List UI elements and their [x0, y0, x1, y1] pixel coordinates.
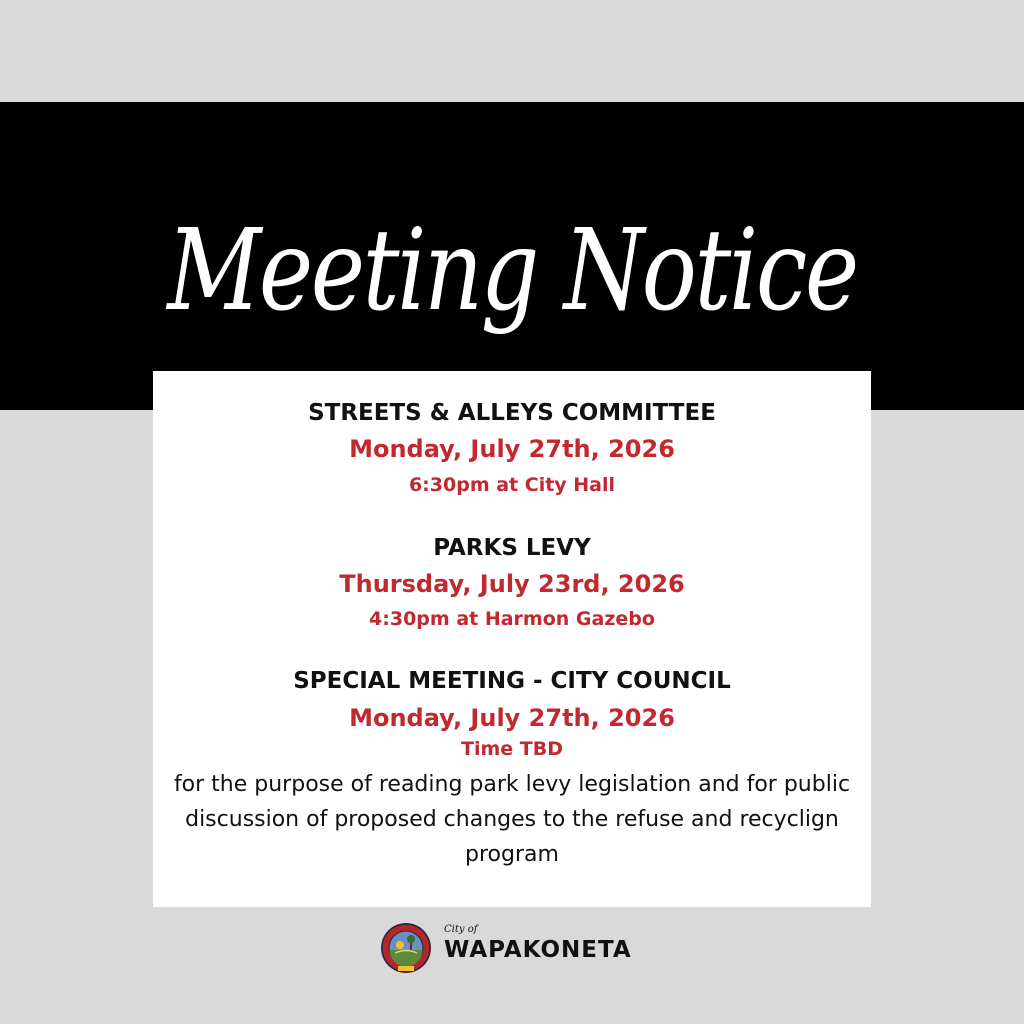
meeting-1-time: 6:30pm at City Hall: [408, 474, 616, 496]
meeting-3-time: Time TBD: [461, 738, 563, 760]
meeting-3-name: SPECIAL MEETING - CITY COUNCIL: [293, 668, 731, 694]
city-of-label: City of: [444, 924, 478, 935]
meeting-1-name: STREETS & ALLEYS COMMITTEE: [308, 400, 716, 426]
meeting-2-name: PARKS LEVY: [433, 535, 591, 561]
city-seal-icon: [380, 922, 432, 974]
meeting-3-date: Monday, July 27th, 2026: [349, 704, 675, 732]
meeting-2-date: Thursday, July 23rd, 2026: [339, 570, 685, 598]
notice-card: [153, 371, 871, 907]
meeting-2-time: 4:30pm at Harmon Gazebo: [369, 608, 655, 630]
city-name: WAPAKONETA: [444, 937, 632, 963]
meeting-3-description: for the purpose of reading park levy legislation and for public discussion of proposed changes to the refuse and recyclign program: [173, 772, 851, 867]
meeting-1-date: Monday, July 27th, 2026: [349, 435, 675, 463]
page-title: Meeting Notice: [167, 206, 857, 336]
city-logo: [380, 918, 660, 976]
